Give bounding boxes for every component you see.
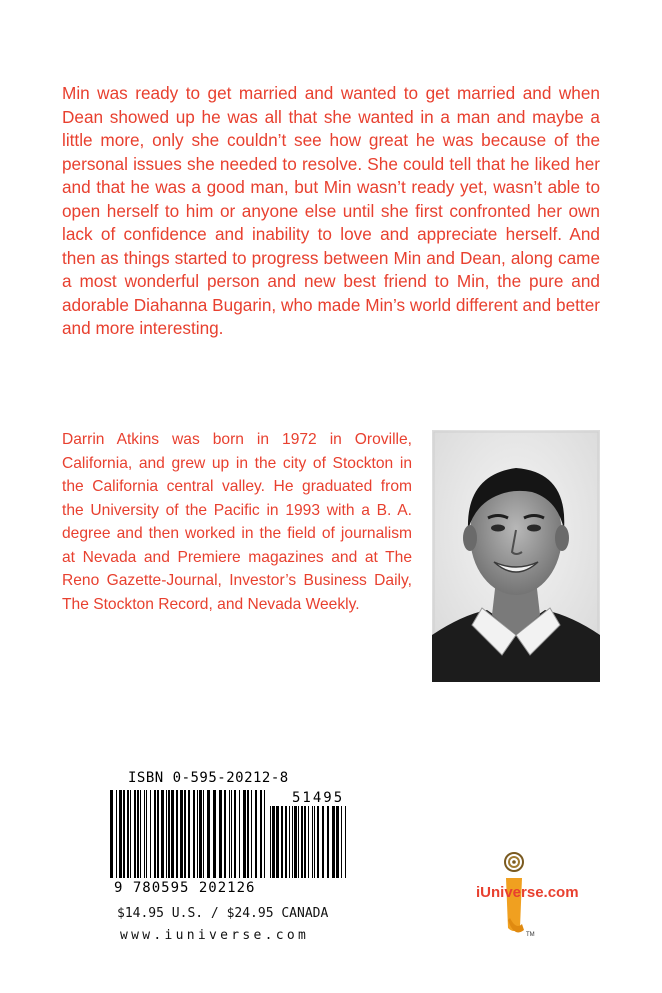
barcode-bar [116,790,117,878]
barcode-bar [289,806,290,878]
barcode-bar [188,790,190,878]
barcode-bar [231,790,232,878]
barcode-bar [203,790,204,878]
barcode-bar [123,790,125,878]
barcode-bar [312,806,313,878]
barcode-bar [184,790,186,878]
barcode-bar [255,790,257,878]
barcode-bar [130,790,131,878]
barcode-bar [281,806,283,878]
barcode-bar [292,806,293,878]
barcode-bar [243,790,246,878]
barcode-bar [229,790,230,878]
barcode-bar [119,790,122,878]
barcode-bar [146,790,147,878]
barcode-bar [207,790,210,878]
barcode-bar [144,790,145,878]
barcode-bar [260,790,262,878]
barcode-bar [317,806,319,878]
barcode-bar [247,790,249,878]
barcode-bar [251,790,252,878]
barcode-bar [180,790,183,878]
barcode-bar [345,806,346,878]
barcode-bar [285,806,287,878]
isbn-label: ISBN 0-595-20212-8 [128,770,289,786]
barcode-bar [157,790,159,878]
ean-digits: 9 780595 202126 [114,880,256,896]
barcode-bar [134,790,136,878]
barcode-bar [110,790,113,878]
barcode-bar [154,790,156,878]
barcode-bar [197,790,198,878]
back-cover-blurb: Min was ready to get married and wanted to get married and when Dean showed up he was all that she wanted in a man and maybe a little more, only she couldn’t see how great he was because of the personal issues she needed to resolve. She could tell that he liked her and that he was a good man, but Min wasn’t ready yet, wasn’t able to open herself to him or anyone else until she first confronted her own lack of confidence and inability to love and appreciate herself. And then as things started to progress between Min and Dean, along came a most wonderful person and new best friend to Min, the pure and adorable Diahanna Bugarin, who made Min’s world different and better and more interesting. [62,83,600,338]
barcode-bar [171,790,174,878]
barcode-bar [298,806,299,878]
barcode-bar [264,790,265,878]
barcode-bar [168,790,170,878]
barcode-bar [322,806,324,878]
barcode-bar [161,790,164,878]
barcode-bar [140,790,141,878]
barcode-bar [332,806,335,878]
barcode-bar [272,806,275,878]
barcode-bar [199,790,202,878]
barcode-bar [294,806,297,878]
ean-barcode [110,790,268,882]
barcode-bar [341,806,342,878]
barcode-bar [327,806,329,878]
publisher-logo [476,850,586,942]
barcode-bar [239,790,240,878]
barcode-bar [304,806,306,878]
barcode-bar [234,790,236,878]
barcode-bar [219,790,222,878]
publisher-website: www.iuniverse.com [120,928,310,943]
barcode-bar [276,806,279,878]
author-bio: Darrin Atkins was born in 1972 in Oroville, California, and grew up in the city of Stockton in the California central valley. He graduated from the University of the Pacific in 1993 with a B. A. degree and then worked in the field of journalism at Nevada and Premiere magazines and at The Reno Gazette-Journal, Investor’s Business Daily, The Stockton Record, and Nevada Weekly. [62,431,412,613]
barcode-bar [137,790,139,878]
price-addon-barcode [270,806,348,882]
barcode-bar [176,790,178,878]
price-addon-digits: 51495 [292,790,345,806]
barcode-bar [336,806,339,878]
barcode-bar [166,790,167,878]
barcode-bar [213,790,216,878]
svg-text:TM: TM [526,932,535,938]
barcode-bar [150,790,151,878]
barcode-bar [308,806,309,878]
author-photo [432,430,600,682]
publisher-logo-text: iUniverse.com [476,884,579,901]
barcode-bar [224,790,226,878]
barcode-bar [314,806,315,878]
barcode-bar [270,806,271,878]
author-portrait-image [432,430,600,682]
barcode-bar [301,806,303,878]
price-label: $14.95 U.S. / $24.95 CANADA [117,906,329,921]
barcode-bar [127,790,129,878]
barcode-bar [193,790,195,878]
